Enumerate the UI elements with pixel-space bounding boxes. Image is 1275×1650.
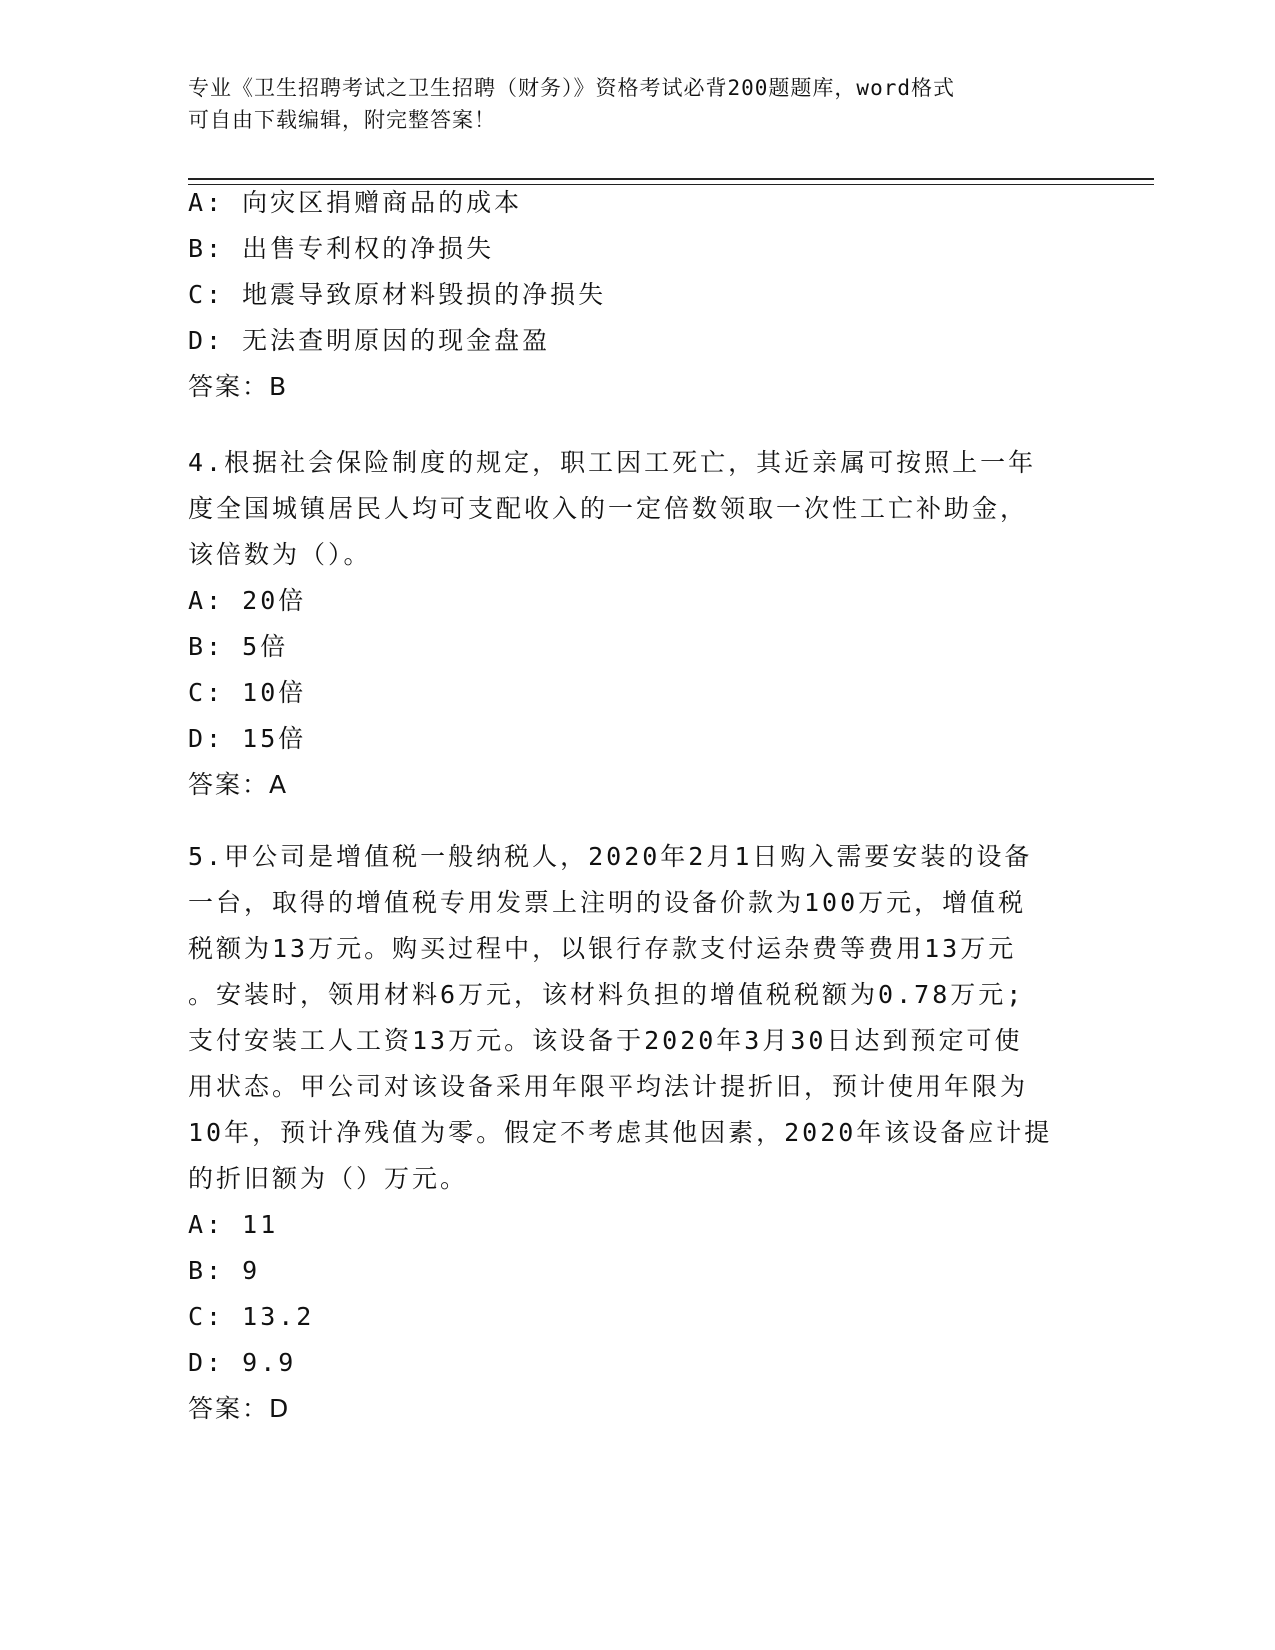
question-5-block [188,834,1088,1432]
question-5-text-line-3: 税额为13万元。购买过程中，以银行存款支付运杂费等费用13万元 [188,934,1017,963]
question-5-text-line-1: 5.甲公司是增值税一般纳税人，2020年2月1日购入需要安装的设备 [188,842,1033,871]
question-4-option-d: D: 15倍 [188,724,307,753]
question-4-answer: 答案：A [188,770,289,799]
header-title-line-2: 可自由下载编辑，附完整答案！ [188,108,496,132]
question-3-option-d: D: 无法查明原因的现金盘盈 [188,326,551,355]
question-3-option-b: B: 出售专利权的净损失 [188,234,495,263]
question-3-block [188,180,1088,410]
question-3-option-c: C: 地震导致原材料毁损的净损失 [188,280,607,309]
question-5-answer: 答案：D [188,1394,291,1423]
document-header [188,72,1068,136]
question-4-text-line-1: 4.根据社会保险制度的规定，职工因工死亡，其近亲属可按照上一年 [188,448,1037,477]
question-4-option-b: B: 5倍 [188,632,289,661]
question-5-text-line-5: 支付安装工人工资13万元。该设备于2020年3月30日达到预定可使 [188,1026,1023,1055]
header-title-line-1: 专业《卫生招聘考试之卫生招聘（财务）》资格考试必背200题题库，word格式 [188,76,955,100]
question-4-block [188,440,1088,808]
question-4-text-line-3: 该倍数为（）。 [188,540,372,569]
question-5-text-line-6: 用状态。甲公司对该设备采用年限平均法计提折旧，预计使用年限为 [188,1072,1029,1101]
question-5-option-c: C: 13.2 [188,1302,315,1331]
question-5-text-line-7: 10年，预计净残值为零。假定不考虑其他因素，2020年该设备应计提 [188,1118,1053,1147]
question-5-option-a: A: 11 [188,1210,279,1239]
question-5-option-d: D: 9.9 [188,1348,297,1377]
question-5-option-b: B: 9 [188,1256,261,1285]
question-4-option-c: C: 10倍 [188,678,307,707]
question-5-text-line-2: 一台，取得的增值税专用发票上注明的设备价款为100万元，增值税 [188,888,1027,917]
question-5-text-line-8: 的折旧额为（）万元。 [188,1164,469,1193]
question-4-text-line-2: 度全国城镇居民人均可支配收入的一定倍数领取一次性工亡补助金， [188,494,1029,523]
question-5-text-line-4: 。安装时，领用材料6万元，该材料负担的增值税税额为0.78万元; [188,980,1025,1009]
question-3-option-a: A: 向灾区捐赠商品的成本 [188,188,523,217]
question-3-answer: 答案：B [188,372,289,401]
question-4-option-a: A: 20倍 [188,586,307,615]
